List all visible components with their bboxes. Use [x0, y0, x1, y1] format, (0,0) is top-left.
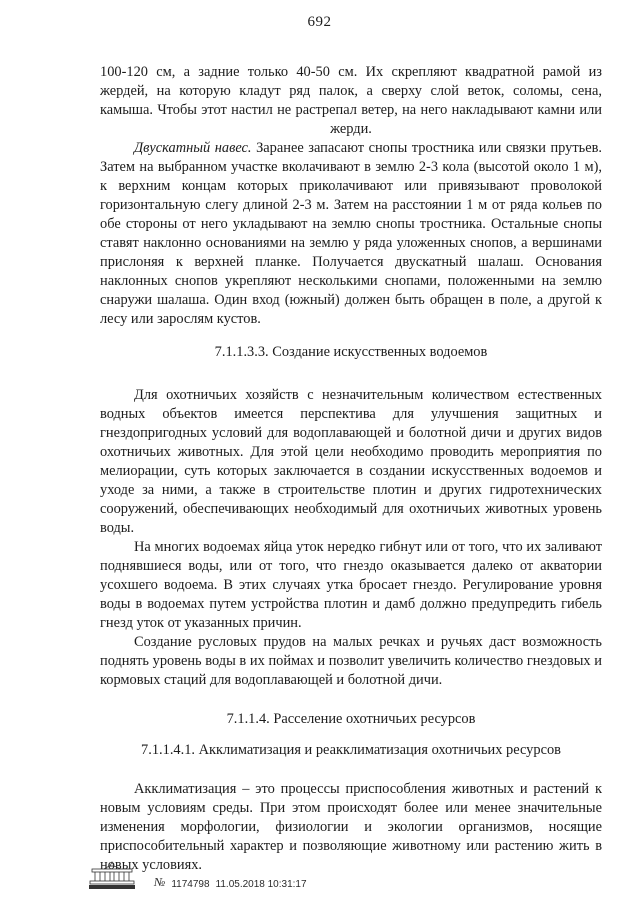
paragraph-body: Заранее запасают снопы тростника или связки прутьев. Затем на выбранном участке вколачивают в землю 2-3 кола (высотой около 1 м), к верхним концам которых приколачивают или привязывают проволокой горизонтальную слегу длиной 2-3 м. Затем на расстоянии 1 м от ряда кольев по обе стороны от него укладывают на землю снопы тростника. Остальные снопы ставят наклонно основаниями на землю у ряда уложенных снопов, а вершинами прислоняя к верхней планке. Получается двускатный шалаш. Основания наклонных снопов укрепляют несколькими снопами, положенными на землю снаружи шалаша. Один вход (южный) должен быть обращен в поле, а другой к лесу или зарослям кустов. [100, 140, 602, 327]
paragraph-ponds-duck-eggs: На многих водоемах яйца уток нередко гибнут или от того, что их заливают поднявшиеся воды, или от того, что гнездо оказывается далеко от акватории усохшего водоема. В этих случаях утка бросает гнездо. Регулирование уровня воды в водоемах путем устройства плотин и дамб должно предупредить гибель гнезд уток от указанных причин. [100, 539, 602, 631]
document-body [100, 63, 602, 875]
paragraph-continuation: 100-120 см, а задние только 40-50 см. Их скрепляют квадратной рамой из жердей, на которую кладут ряд палок, а сверху слой веток, соломы, сена, камыша. Чтобы этот настил не растрепал ветер, на него накладывают камни или жерди. [100, 64, 602, 137]
paragraph-acclimatization: Акклиматизация – это процессы приспособления животных и растений к новым условиям среды. При этом происходят более или менее значительные изменения морфологии, физиологии и экологии организмов, носящие приспособительный характер и позволяющие животному или растению жить в новых условиях. [100, 781, 602, 873]
page-number: 692 [307, 14, 332, 30]
paragraph-ponds-intro: Для охотничьих хозяйств с незначительным количеством естественных водных объектов имеется перспектива для улучшения защитных и гнездопригодных условий для водоплавающей и болотной дичи и других видов охотничьих животных. Для этой цели необходимо проводить мероприятия по мелиорации, суть которых заключается в создании искусственных водоемов и уходе за ними, а также в строительстве плотин и других гидротехнических сооружений, обеспечивающих необходимый для охотничьих животных уровень воды. [100, 387, 602, 536]
doc-datetime: 11.05.2018 10:31:17 [215, 879, 307, 890]
doc-number: 1174798 [171, 879, 210, 890]
emblem-caption-bar [89, 885, 135, 889]
paragraph-ponds-creation: Создание русловых прудов на малых речках и ручьях даст возможность поднять уровень воды в их поймах и позволит увеличить количество гнездовых и кормовых стаций для водоплавающей и болотной дичи. [100, 634, 602, 688]
paragraph-lead-term: Двускатный навес. [134, 140, 252, 156]
section-heading-7-1-1-3-3: 7.1.1.3.3. Создание искусственных водоемов [214, 344, 488, 360]
document-footer [86, 860, 307, 890]
section-heading-7-1-1-4-1: 7.1.1.4.1. Акклиматизация и реакклиматизация охотничьих ресурсов [141, 742, 561, 758]
section-heading-7-1-1-4: 7.1.1.4. Расселение охотничьих ресурсов [226, 711, 476, 727]
parliament-building-emblem-icon [86, 860, 138, 890]
paragraph-dvuskatnyj-naves [100, 139, 602, 329]
number-sign: № [154, 875, 166, 889]
